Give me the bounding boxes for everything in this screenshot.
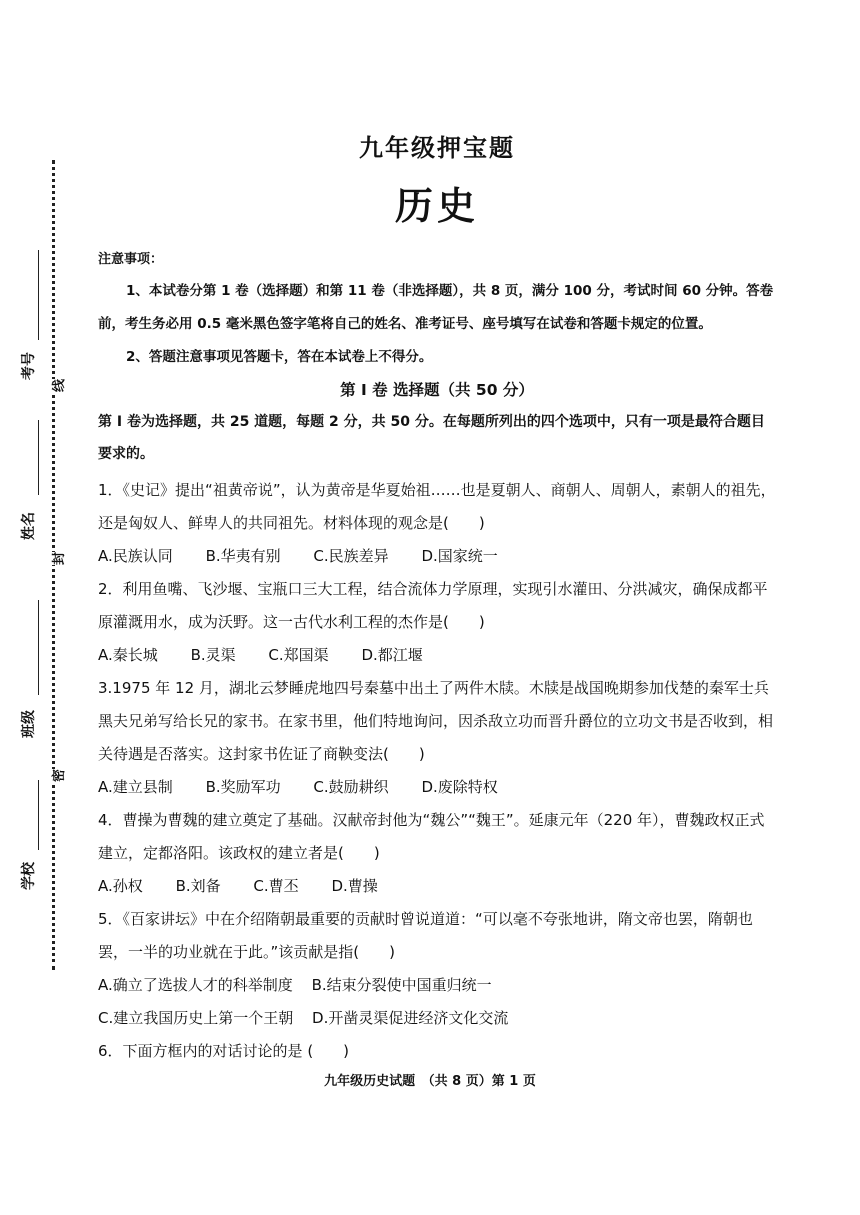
question-stem: 3.1975 年 12 月，湖北云梦睡虎地四号秦墓中出土了两件木牍。木牍是战国晚期参加伐楚的秦军士兵黑夫兄弟写给长兄的家书。在家书里，他们特地询问，因杀敌立功而晋升爵位的立功文书是否收到，相关待遇是否落实。这封家书佐证了商鞅变法( ) bbox=[98, 679, 774, 763]
option-d: D.国家统一 bbox=[421, 547, 498, 565]
option-c: C.曹丕 bbox=[253, 877, 299, 895]
question-stem: 4．曹操为曹魏的建立奠定了基础。汉献帝封他为“魏公”“魏王”。延康元年（220 年），曹魏政权正式建立，定都洛阳。该政权的建立者是( ) bbox=[98, 811, 765, 862]
question-2 bbox=[98, 573, 776, 672]
option-d: D.都江堰 bbox=[361, 646, 423, 664]
seal-char-feng: 封 bbox=[46, 552, 69, 565]
exam-title: 九年级押宝题 bbox=[359, 134, 515, 162]
name-label: 姓名 bbox=[21, 512, 37, 540]
question-stem: 2．利用鱼嘴、飞沙堰、宝瓶口三大工程，结合流体力学原理，实现引水灌田、分洪减灾，确保成都平原灌溉用水，成为沃野。这一古代水利工程的杰作是( ) bbox=[98, 580, 768, 631]
question-options bbox=[98, 540, 776, 573]
option-c: C.建立我国历史上第一个王朝 bbox=[98, 1009, 294, 1027]
question-options bbox=[98, 771, 776, 804]
option-a: A.秦长城 bbox=[98, 646, 158, 664]
seal-char-xian: 线 bbox=[46, 379, 69, 392]
cut-dotted-line bbox=[52, 160, 55, 970]
page-footer: 九年级历史试题 （共 8 页）第 1 页 bbox=[324, 1074, 536, 1089]
question-stem: 1．《史记》提出“祖黄帝说”，认为黄帝是华夏始祖……也是夏朝人、商朝人、周朝人，素朝人的祖先，还是匈奴人、鲜卑人的共同祖先。材料体现的观念是( ) bbox=[98, 481, 776, 532]
school-field bbox=[18, 780, 44, 890]
notice-item-1: 1、本试卷分第 1 卷（选择题）和第 11 卷（非选择题），共 8 页，满分 100 分，考试时间 60 分钟。答卷前，考生务必用 0.5 毫米黑色签字笔将自己的姓名、准考证号、座号填写在试卷和答题卡规定的位置。 bbox=[98, 283, 774, 332]
question-3 bbox=[98, 672, 776, 804]
option-a: A.建立县制 bbox=[98, 778, 173, 796]
seal-char-mi: 密 bbox=[46, 769, 69, 782]
option-a: A.确立了选拔人才的科举制度 bbox=[98, 976, 293, 994]
exam-number-label: 考号 bbox=[21, 352, 37, 380]
option-a: A.民族认同 bbox=[98, 547, 173, 565]
option-b: B.奖励军功 bbox=[205, 778, 281, 796]
section-heading: 第 I 卷 选择题（共 50 分） bbox=[340, 381, 534, 399]
subject-title: 历史 bbox=[394, 184, 479, 228]
option-d: D.废除特权 bbox=[421, 778, 498, 796]
notice-item-2: 2、答题注意事项见答题卡，答在本试卷上不得分。 bbox=[126, 349, 433, 365]
exam-number-field bbox=[18, 250, 44, 390]
question-options bbox=[98, 639, 776, 672]
class-label: 班级 bbox=[21, 710, 37, 738]
option-d: D.开凿灵渠促进经济文化交流 bbox=[312, 1009, 509, 1027]
option-c: C.民族差异 bbox=[313, 547, 389, 565]
school-label: 学校 bbox=[21, 862, 37, 890]
section-description: 第 I 卷为选择题，共 25 道题，每题 2 分，共 50 分。在每题所列出的四个选项中，只有一项是最符合题目要求的。 bbox=[98, 414, 765, 462]
option-c: C.鼓励耕织 bbox=[313, 778, 389, 796]
option-d: D.曹操 bbox=[331, 877, 378, 895]
question-1 bbox=[98, 474, 776, 573]
option-c: C.郑国渠 bbox=[268, 646, 329, 664]
option-b: B.刘备 bbox=[175, 877, 221, 895]
class-field bbox=[18, 600, 44, 740]
notice-heading: 注意事项： bbox=[98, 252, 164, 267]
question-4 bbox=[98, 804, 776, 903]
class-line bbox=[38, 600, 39, 695]
name-line bbox=[38, 420, 39, 495]
question-options bbox=[98, 870, 776, 903]
exam-content bbox=[98, 128, 776, 1068]
notice-block bbox=[98, 248, 776, 374]
option-b: B.华夷有别 bbox=[205, 547, 281, 565]
name-field bbox=[18, 420, 44, 540]
binding-margin bbox=[0, 0, 90, 1215]
option-a: A.孙权 bbox=[98, 877, 143, 895]
question-options bbox=[98, 969, 776, 1002]
option-b: B.结束分裂使中国重归统一 bbox=[311, 976, 492, 994]
school-line bbox=[38, 780, 39, 850]
option-b: B.灵渠 bbox=[190, 646, 236, 664]
question-stem: 6．下面方框内的对话讨论的是 ( ) bbox=[98, 1042, 350, 1060]
question-6 bbox=[98, 1035, 776, 1068]
question-options bbox=[98, 1002, 776, 1035]
exam-number-line bbox=[38, 250, 39, 340]
question-stem: 5．《百家讲坛》中在介绍隋朝最重要的贡献时曾说道道：“可以毫不夸张地讲，隋文帝也罢，隋朝也罢，一半的功业就在于此。”该贡献是指( ) bbox=[98, 910, 753, 961]
question-5 bbox=[98, 903, 776, 1035]
